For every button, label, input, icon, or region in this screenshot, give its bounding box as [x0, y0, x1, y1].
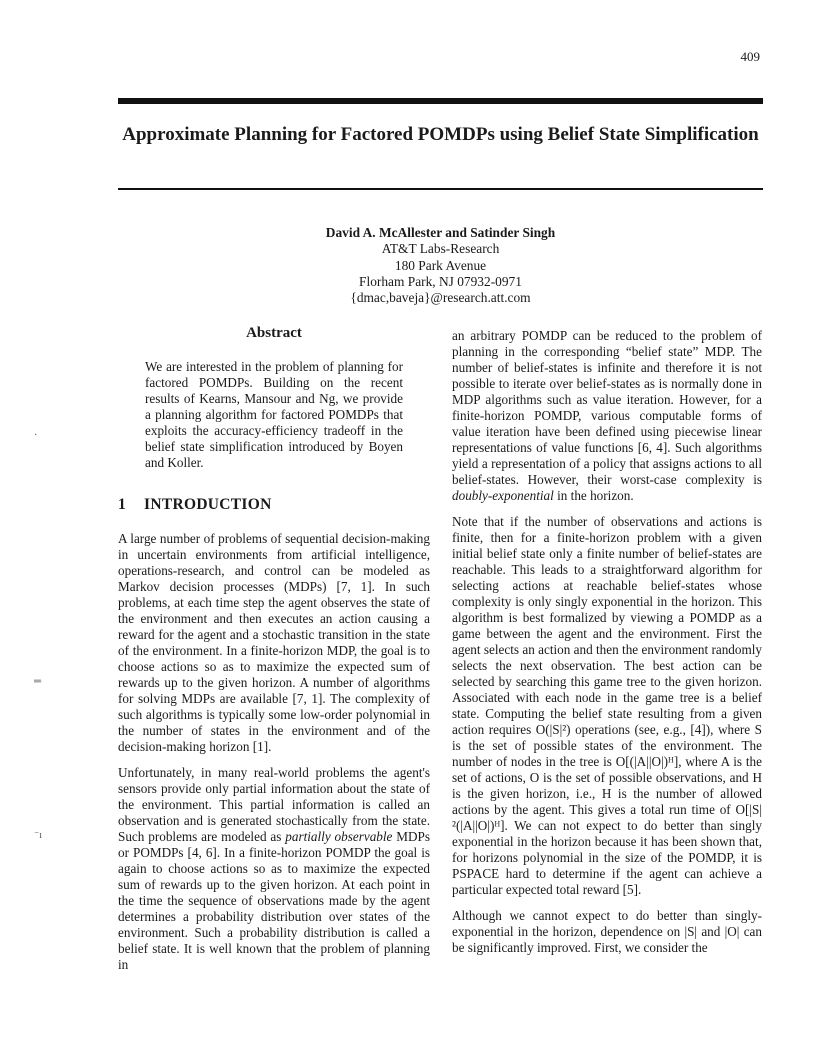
- right-column: [452, 328, 762, 956]
- scan-artifact-mark: ·: [34, 430, 38, 441]
- right-paragraph-2: Note that if the number of observations and actions is finite, then for a finite-horizon problem with a given initial belief state only a finite number of belief-states are reachable. This leads to a straightforward algorithm for selecting actions at reachable belief-states whose complexity is only singly exponential in the horizon. This algorithm is best formalized by viewing a POMDP as a game between the agent and the environment. First the agent selects an action and then the environment randomly selects the next observation. The best action can be selected by searching this game tree to the given horizon. Associated with each node in the game tree is a belief state. Computing the belief state resulting from a given action requires O(|S|²) operations (see, e.g., [4]), where S is the set of possible states of the environment. The number of nodes in the tree is O[(|A||O|)ᴴ], where A is the set of actions, O is the set of possible observations, and H is the given horizon, i.e., H is the number of allowed actions by the agent. This gives a total run time of O[|S|²(|A||O|)ᴴ]. We can not expect to do better than singly exponential in the horizon because it has been shown that, for horizons polynomial in the size of the POMDP, it is PSPACE hard to determine if the agent can achieve a particular expected total reward [5].: [452, 514, 762, 897]
- top-rule: [118, 98, 763, 104]
- right-paragraph-3: Although we cannot expect to do better than singly-exponential in the horizon, dependence on |S| and |O| can be significantly improved. First, we consider the: [452, 908, 762, 955]
- paper-title: Approximate Planning for Factored POMDPs using Belief State Simplification: [122, 124, 759, 145]
- right-paragraph-1-end: in the horizon.: [553, 488, 634, 503]
- intro-paragraph-2-start: Unfortunately, in many real-world problems the agent's sensors provide only partial information about the state of the environment. This partial information is called an observation and is generated stochastically from the state. Such problems are modeled as: [118, 765, 430, 844]
- right-paragraph-1-start: an arbitrary POMDP can be reduced to the problem of planning in the corresponding “belief state” MDP. The number of belief-states is infinite and therefore it is not possible to iterate over belief-states as is normally done in MDP algorithms such as value iteration. However, for a finite-horizon POMDP, various computable forms of value iteration have been defined using piecewise linear representations of value functions [6, 4]. Such algorithms yield a representation of a policy that assigns actions to all belief-states. However, their worst-case complexity is: [452, 328, 762, 487]
- right-paragraph-1: [452, 328, 762, 504]
- right-paragraph-1-emphasis: doubly-exponential: [452, 488, 554, 503]
- scan-artifact-mark: ⁻ı: [34, 830, 43, 841]
- title-rule: [118, 188, 763, 190]
- intro-paragraph-2-end: MDPs or POMDPs [4, 6]. In a finite-horizon POMDP the goal is again to choose actions so as to maximize the expected sum of rewards up to the given horizon. At each point in the time the sequence of observations made by the agent determines a probability distribution over states of the environment. Such a probability distribution is called a belief state. It is well known that the problem of planning in: [118, 829, 430, 972]
- intro-paragraph-2: [118, 765, 430, 973]
- author-email: {dmac,baveja}@research.att.com: [350, 290, 531, 306]
- page-number: 409: [740, 49, 760, 64]
- intro-paragraph-2-emphasis: partially observable: [285, 829, 393, 844]
- section-title: INTRODUCTION: [144, 496, 272, 513]
- intro-paragraph-1: A large number of problems of sequential decision-making in uncertain environments from artificial intelligence, operations-research, and control can be modeled as Markov decision processes (MDPs) [7, 1]. In such problems, at each time step the agent observes the state of the environment and then executes an action causing a reward for the agent and a stochastic transition in the state of the environment. In a finite-horizon MDP, the goal is to choose actions so as to maximize the expected sum of rewards up to the given horizon. A number of algorithms for solving MDPs are available [7, 1]. The complexity of such algorithms is typically some low-order polynomial in the number of states in the environment and of the decision-making horizon [1].: [118, 531, 430, 754]
- abstract-text: We are interested in the problem of planning for factored POMDPs. Building on the recent results of Kearns, Mansour and Ng, we provide a planning algorithm for factored POMDPs that exploits the accuracy-efficiency tradeoff in the belief state simplification introduced by Boyen and Koller.: [145, 359, 403, 470]
- abstract-heading: Abstract: [246, 325, 302, 341]
- author-block: [118, 225, 763, 306]
- section-heading: [118, 497, 430, 513]
- left-column: [118, 325, 430, 973]
- section-number: 1: [118, 496, 127, 513]
- author-street: 180 Park Avenue: [394, 257, 487, 273]
- author-city: Florham Park, NJ 07932-0971: [359, 273, 522, 289]
- scan-artifact-mark: ═: [34, 676, 42, 687]
- author-names: David A. McAllester and Satinder Singh: [325, 225, 556, 240]
- author-affiliation: AT&T Labs-Research: [381, 241, 500, 257]
